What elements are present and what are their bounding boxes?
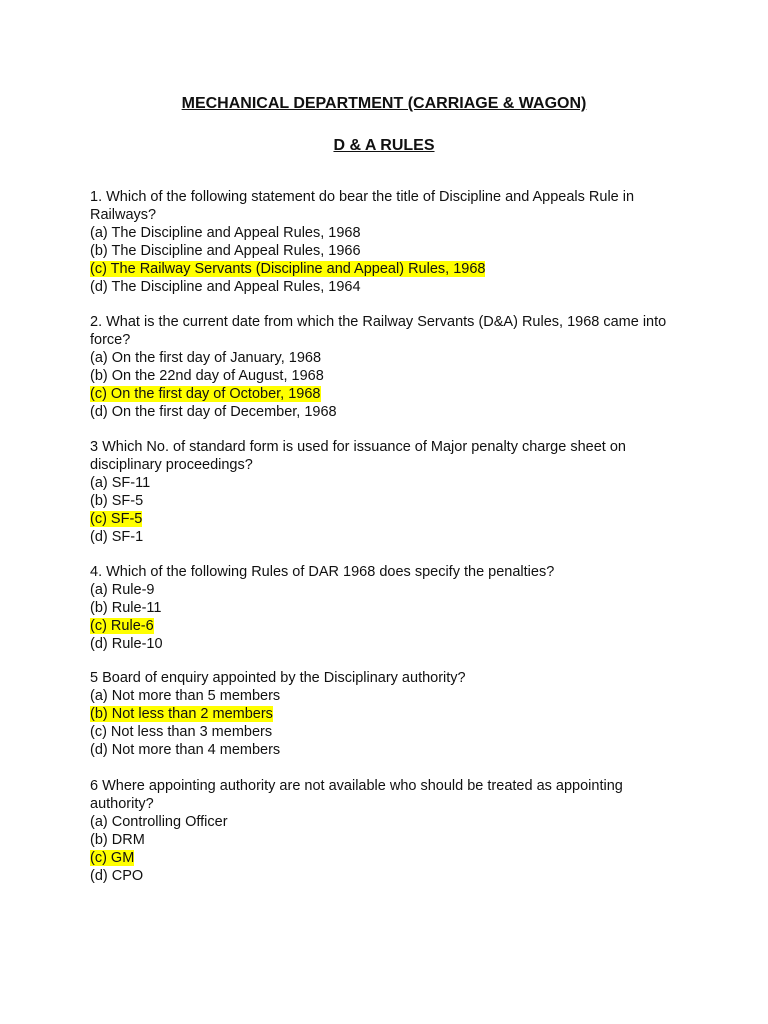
option-a: (a) Not more than 5 members <box>90 688 281 704</box>
option-a: (a) On the first day of January, 1968 <box>90 350 322 366</box>
option-d: (d) On the first day of December, 1968 <box>90 404 337 420</box>
option-b: (b) DRM <box>90 832 145 848</box>
option-a: (a) Controlling Officer <box>90 814 228 830</box>
question-6 <box>90 777 690 885</box>
question-4 <box>90 563 690 653</box>
question-text: 2. What is the current date from which the Railway Servants (D&A) Rules, 1968 came into force? <box>90 314 667 348</box>
question-text: 4. Which of the following Rules of DAR 1968 does specify the penalties? <box>90 564 555 580</box>
option-a: (a) Rule-9 <box>90 582 155 598</box>
option-b-answer: (b) Not less than 2 members <box>90 706 273 722</box>
question-5 <box>90 669 690 759</box>
option-d: (d) Not more than 4 members <box>90 742 281 758</box>
question-3 <box>90 438 690 546</box>
option-c: (c) Not less than 3 members <box>90 724 273 740</box>
option-c-answer: (c) SF-5 <box>90 511 143 527</box>
question-text: 1. Which of the following statement do bear the title of Discipline and Appeals Rule in Railways? <box>90 189 635 223</box>
option-c-answer: (c) GM <box>90 850 135 866</box>
question-text: 5 Board of enquiry appointed by the Disciplinary authority? <box>90 670 466 686</box>
option-a: (a) The Discipline and Appeal Rules, 1968 <box>90 225 361 241</box>
option-b: (b) On the 22nd day of August, 1968 <box>90 368 324 384</box>
option-c-answer: (c) Rule-6 <box>90 618 154 634</box>
option-d: (d) The Discipline and Appeal Rules, 1964 <box>90 279 361 295</box>
option-b: (b) Rule-11 <box>90 600 162 616</box>
option-c-answer: (c) The Railway Servants (Discipline and Appeal) Rules, 1968 <box>90 261 486 277</box>
option-d: (d) Rule-10 <box>90 636 163 652</box>
option-c-answer: (c) On the first day of October, 1968 <box>90 386 321 402</box>
option-b: (b) The Discipline and Appeal Rules, 1966 <box>90 243 361 259</box>
question-text: 3 Which No. of standard form is used for issuance of Major penalty charge sheet on disciplinary proceedings? <box>90 439 626 473</box>
option-b: (b) SF-5 <box>90 493 144 509</box>
option-a: (a) SF-11 <box>90 475 151 491</box>
page-title: MECHANICAL DEPARTMENT (CARRIAGE & WAGON) <box>181 95 587 112</box>
question-2 <box>90 313 690 421</box>
option-d: (d) CPO <box>90 868 144 884</box>
question-1 <box>90 188 690 296</box>
page-subtitle: D & A RULES <box>333 137 435 154</box>
question-text: 6 Where appointing authority are not available who should be treated as appointing authority? <box>90 778 623 812</box>
option-d: (d) SF-1 <box>90 529 144 545</box>
